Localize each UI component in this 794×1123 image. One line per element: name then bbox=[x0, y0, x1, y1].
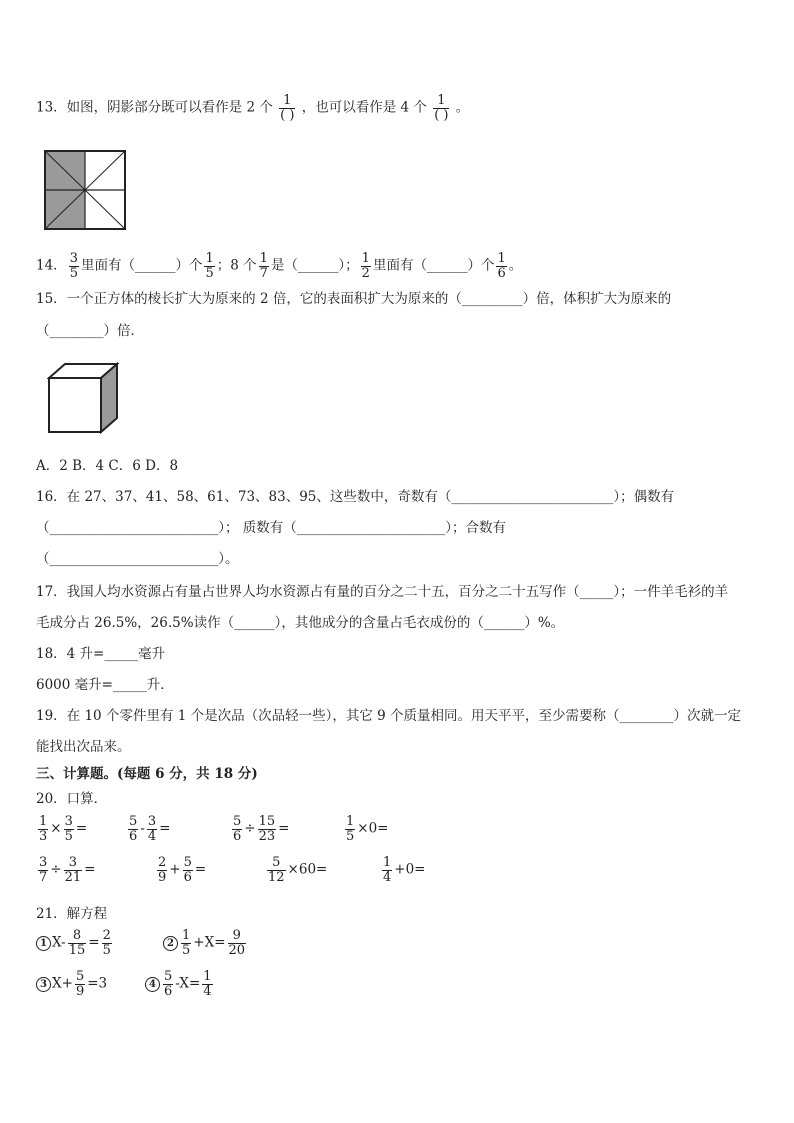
question-20-title: 20．口算． bbox=[36, 791, 108, 807]
question-19-line1: 19．在 10 个零件里有 1 个是次品（次品轻一些），其它 9 个质量相同。用天平平，至少需要称（________）次就一定 bbox=[36, 708, 742, 724]
question-15-line2: （________）倍． bbox=[36, 323, 144, 339]
question-13: 13．如图，阴影部分既可以看作是 2 个 $\frac{1}{( )}$ ，也可以看作是 4 个 $\frac{1}{( )}$ 。 bbox=[36, 93, 470, 123]
question-18-line2: 6000 毫升=_____升． bbox=[36, 677, 174, 693]
fraction: $\frac{1}{( )}$ bbox=[280, 93, 295, 123]
question-21-title: 21．解方程 bbox=[36, 906, 108, 922]
question-16-line1: 16．在 27、37、41、58、61、73、83、95、这些数中，奇数有（________________________）；偶数有 bbox=[36, 489, 675, 505]
equation: 3 X+ $\frac{5}{9}$ =3 bbox=[36, 970, 107, 998]
fraction: $\frac{3}{5}$ bbox=[69, 251, 78, 281]
question-16-line3: （_________________________）。 bbox=[36, 551, 239, 567]
question-15-line1: 15．一个正方体的棱长扩大为原来的 2 倍，它的表面积扩大为原来的（_________）倍，体积扩大为原来的 bbox=[36, 291, 672, 307]
fraction: $\frac{1}{( )}$ bbox=[434, 93, 449, 123]
oral-calc-item: $\frac{3}{7}$ ÷ $\frac{3}{21}$ = bbox=[39, 855, 96, 885]
fraction: $\frac{1}{7}$ bbox=[259, 251, 268, 281]
section-heading: 三、计算题。(每题 6 分，共 18 分) bbox=[36, 766, 258, 782]
oral-calc-item: $\frac{1}{5}$ ×0= bbox=[346, 814, 389, 844]
fraction: $\frac{1}{5}$ bbox=[205, 251, 214, 281]
oral-calc-item: $\frac{5}{6}$ ÷ $\frac{15}{23}$ = bbox=[233, 814, 290, 844]
question-14: 14． $\frac{3}{5}$ 里面有（______）个 $\frac{1}{5}$ ；8 个 $\frac{1}{7}$ 是（______）； $\frac{1}{2}$ 里面有（______）个 $\frac{1}{6}$ 。 bbox=[36, 251, 523, 281]
oral-calc-item: $\frac{5}{12}$ ×60= bbox=[268, 855, 328, 885]
oral-calc-item: $\frac{1}{4}$ +0= bbox=[383, 855, 426, 885]
question-19-line2: 能找出次品来。 bbox=[36, 739, 131, 755]
question-18-line1: 18．4 升=_____毫升 bbox=[36, 646, 166, 662]
shaded-square-figure bbox=[44, 150, 126, 230]
fraction: $\frac{1}{2}$ bbox=[361, 251, 370, 281]
equation: 2 $\frac{1}{5}$ +X= $\frac{9}{20}$ bbox=[163, 929, 248, 957]
oral-calc-item: $\frac{2}{9}$ + $\frac{5}{6}$ = bbox=[158, 855, 207, 885]
fraction: $\frac{1}{6}$ bbox=[497, 251, 506, 281]
question-15-options: A．2 B．4 C．6 D．8 bbox=[36, 458, 179, 474]
question-17-line2: 毛成分占 26.5%，26.5%读作（______），其他成分的含量占毛衣成份的（______）%。 bbox=[36, 615, 565, 631]
oral-calc-item: $\frac{5}{6}$ - $\frac{3}{4}$ = bbox=[129, 814, 171, 844]
equation: 1 X- $\frac{8}{15}$ = $\frac{2}{5}$ bbox=[36, 929, 114, 957]
question-17-line1: 17．我国人均水资源占有量占世界人均水资源占有量的百分之二十五，百分之二十五写作（_____）；一件羊毛衫的羊 bbox=[36, 584, 729, 600]
equation: 4 $\frac{5}{6}$ -X= $\frac{1}{4}$ bbox=[145, 970, 215, 998]
oral-calc-item: $\frac{1}{3}$ × $\frac{3}{5}$ = bbox=[39, 814, 88, 844]
question-16-line2: （_________________________）； 质数有（______________________）；合数有 bbox=[36, 520, 507, 536]
cube-figure bbox=[47, 362, 121, 434]
